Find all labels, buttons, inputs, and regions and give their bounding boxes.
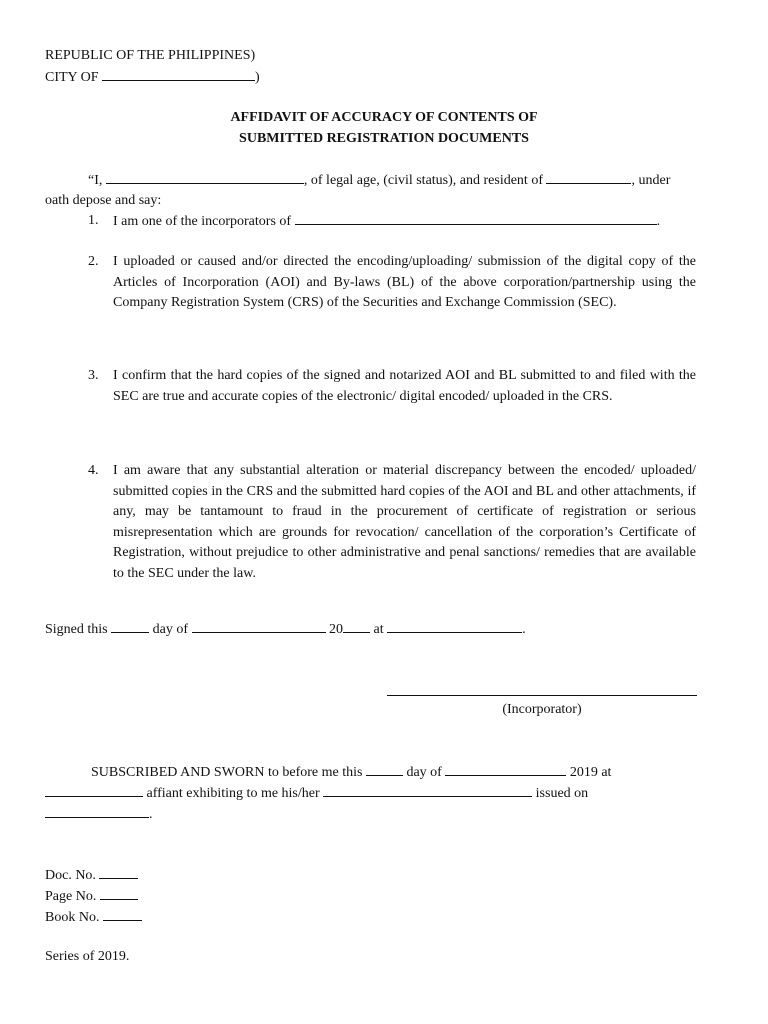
page-no-blank[interactable]	[100, 886, 138, 900]
doc-no-label: Doc. No.	[45, 868, 100, 883]
jurat-text-5: issued on	[532, 786, 589, 801]
city-prefix: CITY OF	[45, 70, 103, 85]
republic-line	[45, 46, 255, 67]
incorporator-label: (Incorporator)	[502, 702, 582, 717]
city-suffix: )	[255, 70, 260, 85]
signed-year-blank[interactable]	[343, 619, 370, 633]
item-1-period: .	[656, 214, 661, 229]
title-line-2: SUBMITTED REGISTRATION DOCUMENTS	[239, 131, 529, 146]
jurat-text-3: 2019 at	[566, 765, 612, 780]
item-1	[88, 211, 696, 233]
jurat-text-1: SUBSCRIBED AND SWORN to before me this	[91, 765, 366, 780]
signed-text-5: .	[522, 622, 526, 637]
item-3	[88, 366, 696, 407]
city-blank[interactable]	[102, 67, 255, 81]
jurat-day-blank[interactable]	[366, 762, 403, 776]
signed-place-blank[interactable]	[387, 619, 522, 633]
affiant-name-blank[interactable]	[106, 170, 304, 184]
book-no-label: Book No.	[45, 910, 103, 925]
intro-part-3: , under	[631, 173, 671, 188]
republic-text: REPUBLIC OF THE PHILIPPINES)	[45, 48, 256, 63]
doc-no-blank[interactable]	[99, 865, 138, 879]
corporation-name-blank[interactable]	[295, 211, 657, 225]
signed-text-4: at	[370, 622, 388, 637]
intro-part-2: , of legal age, (civil status), and resident of	[303, 173, 547, 188]
jurat-line-3	[45, 804, 153, 826]
residence-blank[interactable]	[546, 170, 631, 184]
intro-part-1: “I,	[88, 173, 106, 188]
page-no-line	[45, 886, 138, 908]
signed-day-blank[interactable]	[111, 619, 149, 633]
jurat-id-blank[interactable]	[323, 783, 532, 797]
title-line-1: AFFIDAVIT OF ACCURACY OF CONTENTS OF	[230, 110, 538, 125]
item-1-number: 1.	[88, 213, 99, 228]
jurat-issued-blank[interactable]	[45, 804, 149, 818]
jurat-month-blank[interactable]	[445, 762, 566, 776]
jurat-line-2	[45, 783, 588, 805]
signed-text-1: Signed this	[45, 622, 112, 637]
series-line: Series of 2019.	[45, 949, 130, 964]
book-no-line	[45, 907, 142, 929]
item-2-text: I uploaded or caused and/or directed the encoding/uploading/ submission of the digital copy of the Articles of Incorporation (AOI) and By-laws (BL) of the above corporation/partnership using the Company Registration System (CRS) of the Securities and Exchange Commission (SEC).	[113, 254, 696, 310]
item-1-text: I am one of the incorporators of	[113, 214, 295, 229]
item-3-number: 3.	[88, 368, 99, 383]
intro-line-2: oath depose and say:	[45, 193, 162, 208]
book-no-blank[interactable]	[103, 907, 142, 921]
signed-month-blank[interactable]	[192, 619, 326, 633]
signed-line	[45, 619, 526, 641]
item-2-number: 2.	[88, 254, 99, 269]
city-line	[45, 67, 260, 89]
jurat-line-1	[91, 762, 611, 784]
item-2	[88, 252, 696, 314]
item-4-number: 4.	[88, 463, 99, 478]
jurat-place-blank[interactable]	[45, 783, 143, 797]
item-3-text: I confirm that the hard copies of the signed and notarized AOI and BL submitted to and filed with the SEC are true and accurate copies of the electronic/ digital encoded/ uploaded in the CRS.	[113, 368, 696, 404]
intro-line	[88, 170, 696, 192]
jurat-text-2: day of	[402, 765, 446, 780]
jurat-text-4: affiant exhibiting to me his/her	[143, 786, 324, 801]
incorporator-signature-line[interactable]	[387, 695, 697, 696]
jurat-text-6: .	[149, 807, 153, 822]
doc-no-line	[45, 865, 138, 887]
item-4-text: I am aware that any substantial alteration or material discrepancy between the encoded/ uploaded/ submitted copies in the CRS and the submitted hard copies of the AOI and BL and other attachments, if any, may be tantamount to fraud in the procurement of certificate of registration or serious misrepresentation which are grounds for revocation/ cancellation of the corporation’s Certificate of Registration, without prejudice to other administrative and penal sanctions/ remedies that are available to the SEC under the law.	[113, 463, 696, 581]
item-4	[88, 461, 696, 584]
signed-text-3: 20	[325, 622, 344, 637]
signed-text-2: day of	[149, 622, 192, 637]
page-no-label: Page No.	[45, 889, 100, 904]
